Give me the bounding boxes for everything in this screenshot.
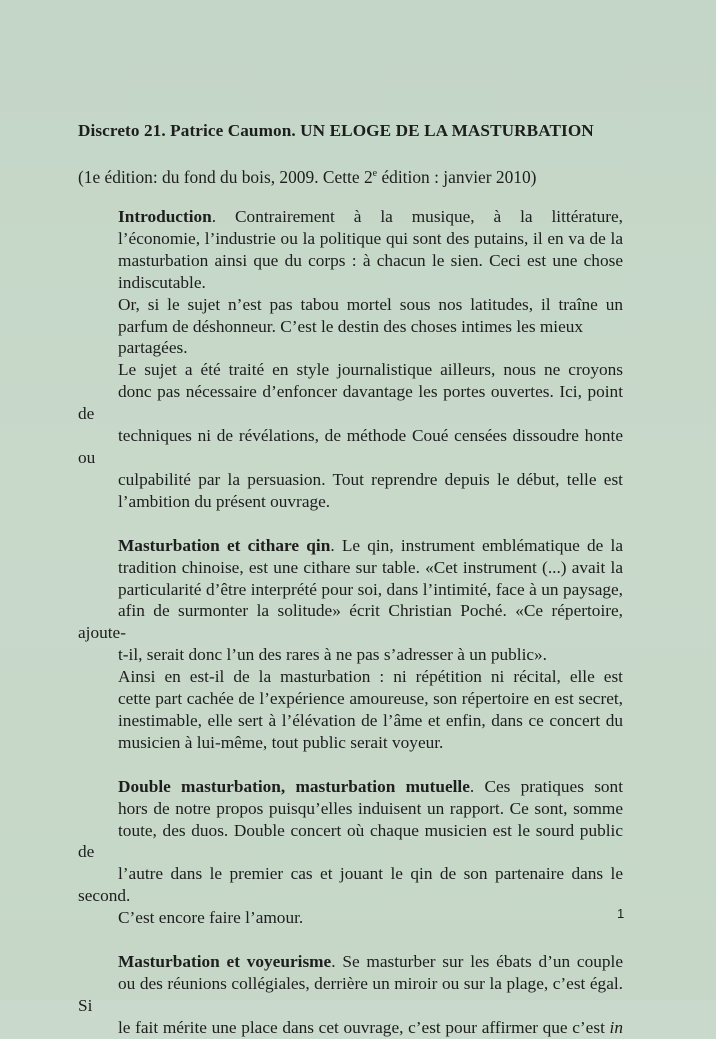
- section-heading-cithare-qin: Masturbation et cithare qin: [118, 535, 331, 555]
- edition-text-end: édition : janvier 2010): [377, 167, 537, 187]
- section-heading-introduction: Introduction: [118, 207, 212, 226]
- paragraph-journalistique: Le sujet a été traité en style journalistique ailleurs, nous ne croyons donc pas nécessaire d’enfoncer davantage les portes ouvertes. Ici, point de techniques ni de révélations, de méthode Coué censées dissoudre honte ou culpabilité par la persuasion. Tout reprendre depuis le début, telle est l’ambition du présent ouvrage.: [78, 360, 623, 511]
- paragraph-voyeurisme: Masturbation et voyeurisme. Se masturber sur les ébats d’un couple ou des réunions collégiales, derrière un miroir ou sur la plage, c’est égal. Si le fait mérite une place dans cet ouvrage, c’est pour affirmer que c’est in: [78, 952, 623, 1037]
- italic-word: in: [609, 1017, 623, 1037]
- paragraph-tabou: Or, si le sujet n’est pas tabou mortel sous nos latitudes, il traîne un parfum de déshonneur. C’est le destin des choses intimes les mieux partagées.: [118, 294, 623, 358]
- document-title: Discreto 21. Patrice Caumon. UN ELOGE DE LA MASTURBATION: [78, 121, 594, 140]
- paragraph-cithare-qin: Masturbation et cithare qin. Le qin, instrument emblématique de la tradition chinoise, est une cithare sur table. «Cet instrument (...) avait la particularité d’être interprété pour soi, dans l’intimité, face à un paysage, afin de surmonter la solitude» écrit Christian Poché. «Ce répertoire, ajoute- t-il, serait donc l’un des rares à ne pas s’adresser à un public».: [78, 535, 624, 665]
- section-heading-voyeurisme: Masturbation et voyeurisme: [118, 952, 332, 972]
- paragraph-ainsi: Ainsi en est-il de la masturbation : ni répétition ni récital, elle est cette part cachée de l’expérience amoureuse, son répertoire en est secret, inestimable, elle sert à l’élévation de l’âme et enfin, dans ce concert du musicien à lui-même, tout public serait voyeur.: [118, 667, 623, 752]
- edition-superscript: e: [372, 168, 378, 179]
- document-body: [78, 206, 623, 1039]
- paragraph-double: Double masturbation, masturbation mutuelle. Ces pratiques sont hors de notre propos puisqu’elles induisent un rapport. Ce sont, somme toute, des duos. Double concert où chaque musicien est le sourd public de l’autre dans le premier cas et jouant le qin de son partenaire dans le second. C’est encore faire l’amour.: [78, 776, 624, 928]
- edition-note: [78, 167, 536, 188]
- page-number: 1: [617, 906, 625, 921]
- paragraph-introduction: Introduction. Contrairement à la musique, à la littérature, l’économie, l’industrie ou la politique qui sont des putains, il en va de la masturbation ainsi que du corps : à chacun le sien. Ceci est une chose indiscutable.: [118, 207, 623, 292]
- section-heading-double: Double masturbation, masturbation mutuelle: [118, 776, 470, 796]
- edition-text-start: (1e édition: du fond du bois, 2009. Cette 2: [78, 167, 373, 187]
